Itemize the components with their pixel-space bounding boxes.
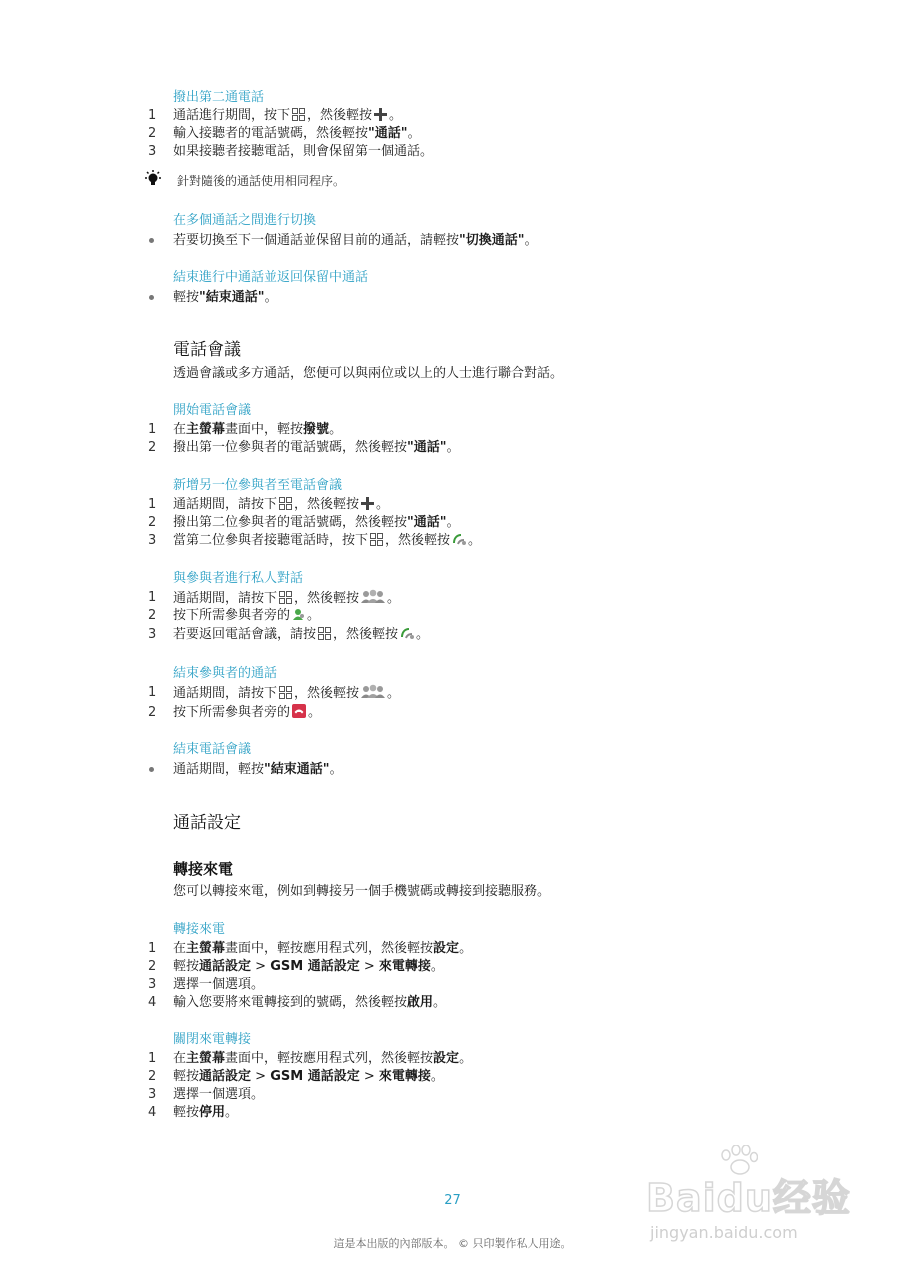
step-number: 3 — [148, 977, 157, 992]
footer-notice: 這是本出版的內部版本。 © 只印製作私人用途。 — [333, 1237, 572, 1250]
step-text: 通話期間，請按下 ，然後輕按 。 — [173, 686, 401, 701]
participants-icon — [361, 589, 385, 604]
plus-icon — [361, 497, 374, 510]
forward-on-heading: 轉接來電 — [173, 922, 226, 937]
step-number: 2 — [148, 440, 157, 455]
step-number: 1 — [148, 497, 157, 512]
step-text: 輕按通話設定 > GSM 通話設定 > 來電轉接。 — [173, 959, 444, 974]
bullet — [149, 295, 154, 300]
step-number: 1 — [148, 685, 157, 700]
step-number: 3 — [148, 627, 157, 642]
conference-title: 電話會議 — [173, 340, 241, 360]
page-number: 27 — [444, 1193, 461, 1208]
merge-calls-icon — [400, 626, 414, 640]
step-text: 在主螢幕畫面中，輕按應用程式列，然後輕按設定。 — [173, 941, 473, 956]
step-text: 按下所需參與者旁的 。 — [173, 608, 321, 623]
forward-intro: 您可以轉接來電，例如到轉接另一個手機號碼或轉接到接聽服務。 — [173, 884, 551, 899]
step-text: 輸入您要將來電轉接到的號碼，然後輕按啟用。 — [173, 995, 447, 1010]
step-number: 3 — [148, 144, 157, 159]
step-text: 輸入接聽者的電話號碼，然後輕按"通話"。 — [173, 126, 421, 141]
step-text: 輕按停用。 — [173, 1105, 239, 1120]
step-text: 通話進行期間，按下 ，然後輕按 。 — [173, 108, 403, 123]
step-number: 2 — [148, 608, 157, 623]
forward-title: 轉接來電 — [173, 860, 234, 878]
step-number: 2 — [148, 1069, 157, 1084]
bullet-text: 若要切換至下一個通話並保留目前的通話，請輕按"切換通話"。 — [173, 233, 538, 248]
conference-intro: 透過會議或多方通話，您便可以與兩位或以上的人士進行聯合對話。 — [173, 366, 564, 381]
step-text: 輕按通話設定 > GSM 通話設定 > 來電轉接。 — [173, 1069, 444, 1084]
bullet — [149, 238, 154, 243]
step-number: 4 — [148, 995, 157, 1010]
step-number: 1 — [148, 422, 157, 437]
step-number: 3 — [148, 1087, 157, 1102]
step-number: 3 — [148, 533, 157, 548]
bullet-text: 通話期間，輕按"結束通話"。 — [173, 762, 343, 777]
menu-icon — [279, 591, 292, 604]
tip-text: 針對隨後的通話使用相同程序。 — [177, 174, 346, 188]
lightbulb-tip-icon — [143, 170, 163, 188]
step-text: 若要返回電話會議，請按 ，然後輕按 。 — [173, 627, 430, 642]
watermark-logo-text: Baidu经验 — [646, 1176, 851, 1220]
bullet — [149, 767, 154, 772]
bullet-text: 輕按"結束通話"。 — [173, 290, 278, 305]
menu-icon — [318, 627, 331, 640]
merge-calls-icon — [452, 532, 466, 546]
step-text: 當第二位參與者接聽電話時，按下 ，然後輕按 。 — [173, 533, 482, 548]
step-number: 2 — [148, 959, 157, 974]
step-text: 撥出第二位參與者的電話號碼，然後輕按"通話"。 — [173, 515, 460, 530]
participants-icon — [361, 684, 385, 699]
watermark-url: jingyan.baidu.com — [650, 1223, 798, 1242]
plus-icon — [374, 108, 387, 121]
menu-icon — [279, 497, 292, 510]
step-number: 1 — [148, 1051, 157, 1066]
step-text: 選擇一個選項。 — [173, 977, 265, 992]
step-number: 2 — [148, 126, 157, 141]
step-number: 1 — [148, 108, 157, 123]
dial-second-heading: 撥出第二通電話 — [173, 90, 265, 105]
end-return-heading: 結束進行中通話並返回保留中通話 — [173, 270, 369, 285]
step-number: 2 — [148, 705, 157, 720]
end-conference-heading: 結束電話會議 — [173, 742, 252, 757]
baidu-watermark — [640, 1145, 890, 1245]
step-number: 1 — [148, 941, 157, 956]
step-text: 通話期間，請按下 ，然後輕按 。 — [173, 497, 390, 512]
step-number: 1 — [148, 590, 157, 605]
menu-icon — [279, 686, 292, 699]
forward-off-heading: 關閉來電轉接 — [173, 1032, 252, 1047]
end-participant-heading: 結束參與者的通話 — [173, 666, 278, 681]
call-settings-title: 通話設定 — [173, 813, 241, 833]
start-conference-heading: 開始電話會議 — [173, 403, 252, 418]
step-text: 通話期間，請按下 ，然後輕按 。 — [173, 591, 401, 606]
private-call-icon — [292, 607, 305, 621]
private-conversation-heading: 與參與者進行私人對話 — [173, 571, 304, 586]
menu-icon — [292, 108, 305, 121]
step-text: 選擇一個選項。 — [173, 1087, 265, 1102]
step-text: 在主螢幕畫面中，輕按應用程式列，然後輕按設定。 — [173, 1051, 473, 1066]
step-number: 2 — [148, 515, 157, 530]
step-text: 按下所需參與者旁的 。 — [173, 705, 322, 720]
step-number: 4 — [148, 1105, 157, 1120]
add-participant-heading: 新增另一位參與者至電話會議 — [173, 478, 343, 493]
end-call-icon — [292, 704, 306, 718]
step-text: 如果接聽者接聽電話，則會保留第一個通話。 — [173, 144, 434, 159]
switch-heading: 在多個通話之間進行切換 — [173, 213, 317, 228]
step-text: 在主螢幕畫面中，輕按撥號。 — [173, 422, 343, 437]
menu-icon — [370, 533, 383, 546]
step-text: 撥出第一位參與者的電話號碼，然後輕按"通話"。 — [173, 440, 460, 455]
